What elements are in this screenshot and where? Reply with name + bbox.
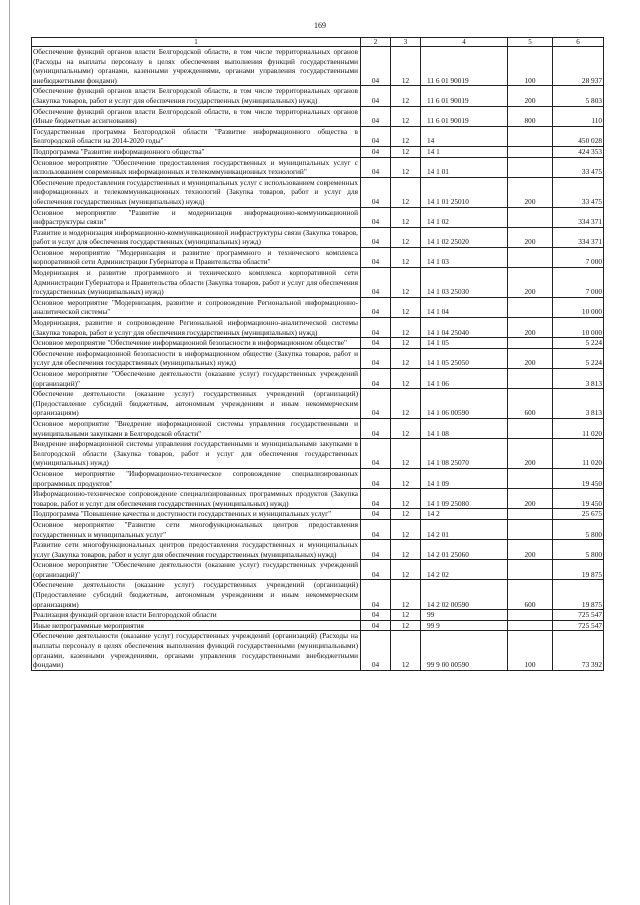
table-row	[32, 268, 604, 298]
row-section-code: 04	[361, 318, 391, 338]
row-expense-type: 100	[508, 47, 553, 86]
row-target-article: 14 2	[421, 509, 508, 520]
row-target-article: 14 1 06 00590	[421, 389, 508, 419]
row-subsection-code: 12	[391, 489, 421, 509]
row-expense-type: 200	[508, 86, 553, 106]
row-amount: 5 803	[553, 86, 604, 106]
row-subsection-code: 12	[391, 247, 421, 267]
row-expense-type	[508, 620, 553, 631]
row-target-article: 14 1 02	[421, 207, 508, 227]
row-target-article: 14 2 02 00590	[421, 580, 508, 610]
row-amount: 7 000	[553, 247, 604, 267]
page-number: 169	[314, 21, 326, 30]
row-name: Основное мероприятие "Обеспечение предоставления государственных и муниципальных услуг с использованием современных информационных и телекоммуникационных технологий"	[32, 157, 361, 177]
row-amount: 10 000	[553, 297, 604, 317]
row-section-code: 04	[361, 369, 391, 389]
row-subsection-code: 12	[391, 439, 421, 469]
table-row	[32, 610, 604, 621]
row-expense-type	[508, 610, 553, 621]
row-section-code: 04	[361, 126, 391, 146]
row-amount: 28 937	[553, 47, 604, 86]
row-amount: 334 371	[553, 227, 604, 247]
row-subsection-code: 12	[391, 207, 421, 227]
row-section-code: 04	[361, 519, 391, 539]
row-amount: 7 000	[553, 268, 604, 298]
row-expense-type: 200	[508, 348, 553, 368]
row-subsection-code: 12	[391, 177, 421, 207]
row-section-code: 04	[361, 106, 391, 126]
row-subsection-code: 12	[391, 560, 421, 580]
row-subsection-code: 12	[391, 157, 421, 177]
row-expense-type: 200	[508, 268, 553, 298]
row-subsection-code: 12	[391, 389, 421, 419]
row-target-article: 14 1 01 25010	[421, 177, 508, 207]
row-expense-type	[508, 207, 553, 227]
row-expense-type	[508, 297, 553, 317]
row-name: Государственная программа Белгородской области "Развитие информационного общества в Белгородской области на 2014-2020 годы"	[32, 126, 361, 146]
row-subsection-code: 12	[391, 509, 421, 520]
table-row	[32, 177, 604, 207]
row-amount: 19 875	[553, 580, 604, 610]
row-section-code: 04	[361, 268, 391, 298]
row-target-article: 14	[421, 126, 508, 146]
row-name: Основное мероприятие "Внедрение информационной системы управления государственными и муниципальными закупками в Белгородской области"	[32, 418, 361, 438]
row-amount: 450 028	[553, 126, 604, 146]
table-row	[32, 47, 604, 86]
row-expense-type	[508, 369, 553, 389]
row-name: Развитие сети многофункциональных центров предоставления государственных и муниципальных услуг (Закупка товаров, работ и услуг для обеспечения государственных (муниципальных) нужд)	[32, 540, 361, 560]
row-expense-type: 200	[508, 489, 553, 509]
row-subsection-code: 12	[391, 540, 421, 560]
row-name: Обеспечение деятельности (оказание услуг) государственных учреждений (организаций) (Предоставление субсидий бюджетным, автономным учреждениям и иным некоммерческим организациям)	[32, 580, 361, 610]
row-name: Обеспечение деятельности (оказание услуг) государственных учреждений (организаций) (Предоставление субсидий бюджетным, автономным учреждениям и иным некоммерческим организациям)	[32, 389, 361, 419]
row-section-code: 04	[361, 157, 391, 177]
row-section-code: 04	[361, 580, 391, 610]
row-amount: 5 800	[553, 519, 604, 539]
row-name: Основное мероприятие "Модернизация, развитие и сопровождение Региональной информационно-аналитической системы"	[32, 297, 361, 317]
row-section-code: 04	[361, 439, 391, 469]
table-row	[32, 489, 604, 509]
table-row	[32, 620, 604, 631]
row-expense-type: 100	[508, 631, 553, 670]
row-name: Обеспечение предоставления государственных и муниципальных услуг с использованием современных информационных и телекоммуникационных технологий (Закупка товаров, работ и услуг для обеспечения государственных (муниципальных) нужд)	[32, 177, 361, 207]
row-target-article: 14 1 03	[421, 247, 508, 267]
row-section-code: 04	[361, 86, 391, 106]
row-name: Обеспечение функций органов власти Белгородской области, в том числе территориальных органов (Закупка товаров, работ и услуг для обеспечения государственных (муниципальных) нужд)	[32, 86, 361, 106]
row-expense-type: 200	[508, 318, 553, 338]
table-row	[32, 468, 604, 488]
row-target-article: 99	[421, 610, 508, 621]
row-target-article: 14 1 06	[421, 369, 508, 389]
row-name: Основное мероприятие "Развитие сети многофункциональных центров предоставления государственных и муниципальных услуг"	[32, 519, 361, 539]
row-amount: 5 224	[553, 338, 604, 349]
row-name: Основное мероприятие "Обеспечение деятельности (оказание услуг) государственных учреждений (организаций)"	[32, 369, 361, 389]
row-target-article: 14 1	[421, 146, 508, 157]
row-subsection-code: 12	[391, 519, 421, 539]
header-col-2: 2	[361, 38, 391, 47]
row-section-code: 04	[361, 227, 391, 247]
row-name: Модернизация и развитие программного и технического комплекса корпоративной сети Администрации Губернатора и Правительства области (Закупка товаров, работ и услуг для обеспечения государственных (муниципальных) нужд)	[32, 268, 361, 298]
table-row	[32, 338, 604, 349]
row-target-article: 14 1 08 25070	[421, 439, 508, 469]
row-amount: 25 675	[553, 509, 604, 520]
row-amount: 33 475	[553, 177, 604, 207]
row-section-code: 04	[361, 338, 391, 349]
row-section-code: 04	[361, 207, 391, 227]
row-section-code: 04	[361, 146, 391, 157]
row-subsection-code: 12	[391, 146, 421, 157]
table-row	[32, 106, 604, 126]
row-subsection-code: 12	[391, 418, 421, 438]
table-row	[32, 348, 604, 368]
row-amount: 19 450	[553, 468, 604, 488]
row-expense-type	[508, 560, 553, 580]
row-target-article: 14 1 04 25040	[421, 318, 508, 338]
row-section-code: 04	[361, 540, 391, 560]
row-subsection-code: 12	[391, 369, 421, 389]
row-target-article: 14 1 09	[421, 468, 508, 488]
row-name: Внедрение информационной системы управления государственными и муниципальными закупками в Белгородской области (Закупка товаров, работ и услуг для обеспечения государственных (муниципальных) нужд)	[32, 439, 361, 469]
row-amount: 725 547	[553, 610, 604, 621]
row-expense-type: 200	[508, 439, 553, 469]
row-expense-type	[508, 418, 553, 438]
row-target-article: 14 1 03 25030	[421, 268, 508, 298]
table-row	[32, 509, 604, 520]
row-expense-type	[508, 509, 553, 520]
table-row	[32, 519, 604, 539]
row-subsection-code: 12	[391, 297, 421, 317]
row-section-code: 04	[361, 468, 391, 488]
table-row	[32, 439, 604, 469]
row-section-code: 04	[361, 631, 391, 670]
row-section-code: 04	[361, 560, 391, 580]
table-row	[32, 389, 604, 419]
row-amount: 3 813	[553, 369, 604, 389]
table-row	[32, 157, 604, 177]
row-amount: 11 020	[553, 418, 604, 438]
table-row	[32, 369, 604, 389]
row-section-code: 04	[361, 418, 391, 438]
header-col-4: 4	[421, 38, 508, 47]
row-expense-type: 200	[508, 540, 553, 560]
table-row	[32, 580, 604, 610]
row-expense-type: 800	[508, 106, 553, 126]
row-subsection-code: 12	[391, 106, 421, 126]
row-target-article: 99 9 00 00590	[421, 631, 508, 670]
row-target-article: 99 9	[421, 620, 508, 631]
row-section-code: 04	[361, 47, 391, 86]
row-amount: 3 813	[553, 389, 604, 419]
row-target-article: 11 6 01 90019	[421, 86, 508, 106]
row-name: Модернизация, развитие и сопровождение Региональной информационно-аналитической системы (Закупка товаров, работ и услуг для обеспечения государственных (муниципальных) нужд)	[32, 318, 361, 338]
row-amount: 5 224	[553, 348, 604, 368]
row-section-code: 04	[361, 297, 391, 317]
row-expense-type: 600	[508, 389, 553, 419]
row-section-code: 04	[361, 509, 391, 520]
table-row	[32, 418, 604, 438]
row-subsection-code: 12	[391, 468, 421, 488]
row-section-code: 04	[361, 610, 391, 621]
budget-table	[31, 37, 604, 671]
row-subsection-code: 12	[391, 47, 421, 86]
row-target-article: 14 1 01	[421, 157, 508, 177]
row-name: Обеспечение функций органов власти Белгородской области, в том числе территориальных органов (Иные бюджетные ассигнования)	[32, 106, 361, 126]
row-target-article: 14 1 09 25080	[421, 489, 508, 509]
page-left-edge	[9, 0, 10, 905]
row-section-code: 04	[361, 348, 391, 368]
row-section-code: 04	[361, 620, 391, 631]
row-name: Реализация функций органов власти Белгородской области	[32, 610, 361, 621]
row-amount: 110	[553, 106, 604, 126]
row-expense-type	[508, 126, 553, 146]
table-row	[32, 207, 604, 227]
row-expense-type	[508, 468, 553, 488]
header-col-5: 5	[508, 38, 553, 47]
row-target-article: 11 6 01 90019	[421, 47, 508, 86]
row-subsection-code: 12	[391, 227, 421, 247]
row-subsection-code: 12	[391, 620, 421, 631]
header-col-6: 6	[553, 38, 604, 47]
table-row	[32, 126, 604, 146]
table-row	[32, 631, 604, 670]
row-name: Основное мероприятие "Обеспечение информационной безопасности в информационном обществе"	[32, 338, 361, 349]
row-amount: 5 800	[553, 540, 604, 560]
row-section-code: 04	[361, 389, 391, 419]
row-expense-type: 200	[508, 227, 553, 247]
row-target-article: 14 2 01	[421, 519, 508, 539]
row-target-article: 11 6 01 90019	[421, 106, 508, 126]
row-name: Основное мероприятие "Развитие и модернизация информационно-коммуникационной инфраструктуры связи"	[32, 207, 361, 227]
table-row	[32, 146, 604, 157]
row-target-article: 14 1 08	[421, 418, 508, 438]
row-target-article: 14 1 04	[421, 297, 508, 317]
row-target-article: 14 2 02	[421, 560, 508, 580]
row-subsection-code: 12	[391, 318, 421, 338]
row-subsection-code: 12	[391, 610, 421, 621]
row-amount: 73 392	[553, 631, 604, 670]
row-subsection-code: 12	[391, 348, 421, 368]
row-name: Подпрограмма "Повышение качества и доступности государственных и муниципальных услуг"	[32, 509, 361, 520]
row-amount: 33 475	[553, 157, 604, 177]
row-expense-type	[508, 146, 553, 157]
row-name: Развитие и модернизация информационно-коммуникационной инфраструктуры связи (Закупка товаров, работ и услуг для обеспечения государственных (муниципальных) нужд)	[32, 227, 361, 247]
row-expense-type	[508, 247, 553, 267]
header-col-1: 1	[32, 38, 361, 47]
row-target-article: 14 1 05 25050	[421, 348, 508, 368]
row-name: Основное мероприятие "Обеспечение деятельности (оказание услуг) государственных учреждений (организаций)"	[32, 560, 361, 580]
row-subsection-code: 12	[391, 86, 421, 106]
row-amount: 10 000	[553, 318, 604, 338]
table-row	[32, 560, 604, 580]
row-expense-type	[508, 338, 553, 349]
row-name: Информационно-техническое сопровождение специализированных программных продуктов (Закупка товаров, работ и услуг для обеспечения государственных (муниципальных) нужд)	[32, 489, 361, 509]
row-expense-type: 200	[508, 177, 553, 207]
row-name: Обеспечение функций органов власти Белгородской области, в том числе территориальных органов (Расходы на выплаты персоналу в целях обеспечения выполнения функций государственными (муниципальными) органами, казенными учреждениями, органами управления государственными внебюджетными фондами)	[32, 47, 361, 86]
row-section-code: 04	[361, 177, 391, 207]
row-name: Подпрограмма "Развитие информационного общества"	[32, 146, 361, 157]
row-expense-type	[508, 519, 553, 539]
header-col-3: 3	[391, 38, 421, 47]
table-row	[32, 297, 604, 317]
table-body	[32, 47, 604, 671]
row-section-code: 04	[361, 247, 391, 267]
row-name: Обеспечение информационной безопасности в информационном обществе (Закупка товаров, работ и услуг для обеспечения государственных (муниципальных) нужд)	[32, 348, 361, 368]
row-target-article: 14 1 05	[421, 338, 508, 349]
row-name: Обеспечение деятельности (оказание услуг) государственных учреждений (организаций) (Расходы на выплаты персоналу в целях обеспечения выполнения функций государственными (муниципальными) органами, казенными учреждениями, органами управления государственными внебюджетными фондами)	[32, 631, 361, 670]
table-row	[32, 540, 604, 560]
row-amount: 334 371	[553, 207, 604, 227]
table-header-row	[32, 38, 604, 47]
row-name: Основное мероприятие "Модернизация и развитие программного и технического комплекса корпоративной сети Администрации Губернатора и Правительства области"	[32, 247, 361, 267]
table-row	[32, 247, 604, 267]
row-amount: 424 353	[553, 146, 604, 157]
row-subsection-code: 12	[391, 268, 421, 298]
row-expense-type	[508, 157, 553, 177]
table-row	[32, 318, 604, 338]
row-subsection-code: 12	[391, 126, 421, 146]
row-amount: 19 450	[553, 489, 604, 509]
row-expense-type: 600	[508, 580, 553, 610]
row-subsection-code: 12	[391, 338, 421, 349]
row-amount: 725 547	[553, 620, 604, 631]
table-row	[32, 227, 604, 247]
row-amount: 11 020	[553, 439, 604, 469]
row-subsection-code: 12	[391, 580, 421, 610]
row-subsection-code: 12	[391, 631, 421, 670]
table-row	[32, 86, 604, 106]
row-amount: 19 875	[553, 560, 604, 580]
row-target-article: 14 1 02 25020	[421, 227, 508, 247]
row-name: Иные непрограммные мероприятия	[32, 620, 361, 631]
row-target-article: 14 2 01 25060	[421, 540, 508, 560]
row-section-code: 04	[361, 489, 391, 509]
row-name: Основное мероприятие "Информационно-техническое сопровождение специализированных программных продуктов"	[32, 468, 361, 488]
